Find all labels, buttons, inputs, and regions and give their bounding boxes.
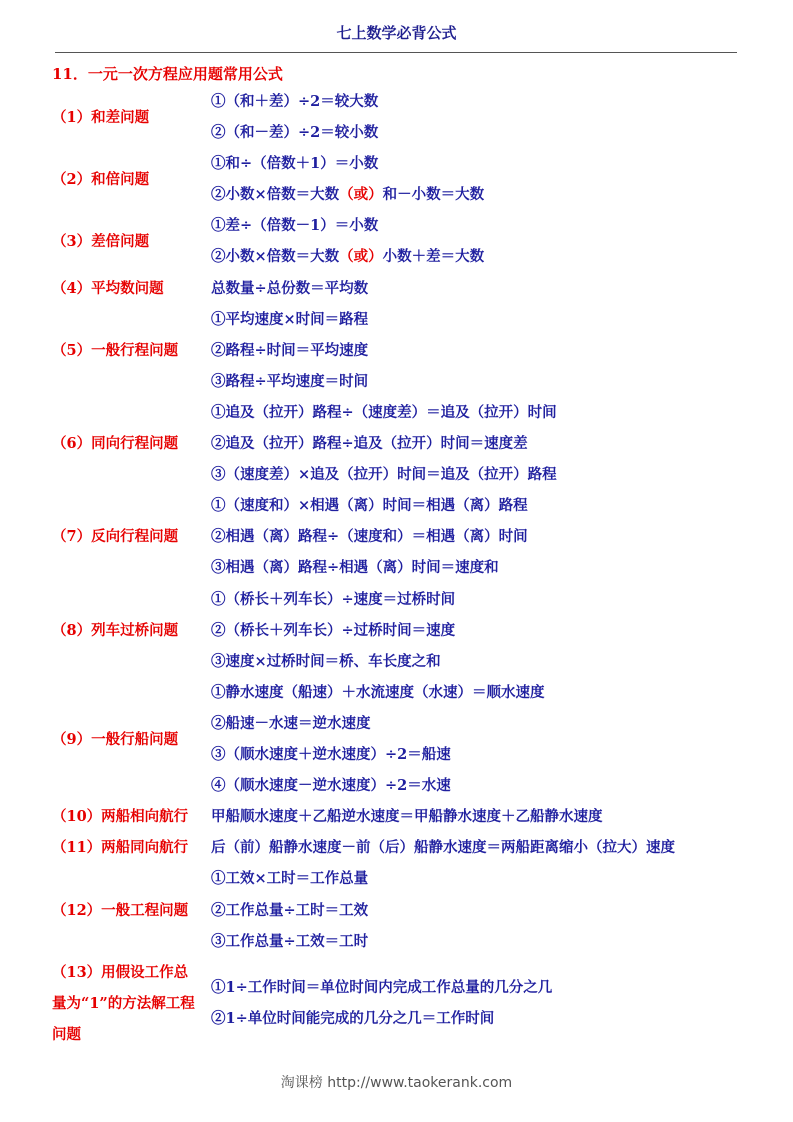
- formula-group: [211, 397, 771, 490]
- formula-row: [0, 148, 793, 210]
- formula-group: [211, 86, 771, 148]
- page-footer-watermark: 淘课榜 http://www.taokerank.com: [280, 1075, 513, 1091]
- formula-line: [211, 428, 771, 459]
- category-label: （4）平均数问题: [52, 279, 164, 297]
- category-label: （1）和差问题: [52, 108, 150, 126]
- formula-row: [0, 677, 793, 801]
- formula-row: [0, 210, 793, 272]
- formula-text: ①静水速度（船速）＋水流速度（水速）＝顺水速度: [211, 683, 545, 701]
- formula-row: [0, 832, 793, 863]
- formula-text: ③（顺水速度＋逆水速度）÷2＝船速: [211, 746, 451, 764]
- formula-text: 小数＋差＝大数: [382, 248, 485, 266]
- formula-line: [211, 117, 771, 148]
- formula-line: [211, 366, 771, 397]
- or-connector: （或）: [339, 186, 383, 204]
- category-label: （7）反向行程问题: [52, 528, 179, 546]
- formula-row: [0, 86, 793, 148]
- formula-group: [211, 801, 771, 832]
- formula-line: [211, 770, 771, 801]
- category-label: （2）和倍问题: [52, 170, 150, 188]
- page-header-title: 七上数学必背公式: [336, 24, 457, 42]
- header-divider: [55, 52, 737, 53]
- formula-line: [211, 646, 771, 677]
- formula-text: ②1÷单位时间能完成的几分之几＝工作时间: [211, 1010, 495, 1028]
- formula-text: ②船速－水速＝逆水速度: [211, 714, 371, 732]
- formula-text: ③速度×过桥时间＝桥、车长度之和: [211, 652, 441, 670]
- formula-group: [211, 584, 771, 677]
- formula-line: [211, 304, 771, 335]
- formula-row: [0, 801, 793, 832]
- formula-row: [0, 957, 793, 1050]
- formula-row: [0, 273, 793, 304]
- formula-line: [211, 895, 771, 926]
- formula-text: ③（速度差）×追及（拉开）时间＝追及（拉开）路程: [211, 466, 557, 484]
- formula-text: 总数量÷总份数＝平均数: [211, 279, 369, 297]
- formula-text: ③相遇（离）路程÷相遇（离）时间＝速度和: [211, 559, 499, 577]
- formula-text: ①和÷（倍数＋1）＝小数: [211, 155, 379, 173]
- formula-text: ①（桥长＋列车长）÷速度＝过桥时间: [211, 590, 456, 608]
- formula-row: [0, 304, 793, 397]
- formula-line: [211, 801, 771, 832]
- formula-text: ②相遇（离）路程÷（速度和）＝相遇（离）时间: [211, 528, 528, 546]
- formula-group: [211, 863, 771, 956]
- formula-text: ①1÷工作时间＝单位时间内完成工作总量的几分之几: [211, 979, 553, 997]
- formula-table: [0, 86, 793, 1050]
- category-label: （10）两船相向航行: [52, 808, 189, 826]
- formula-line: [211, 148, 771, 179]
- formula-line: [211, 521, 771, 552]
- formula-text: ③工作总量÷工效＝工时: [211, 932, 369, 950]
- formula-line: [211, 459, 771, 490]
- formula-group: [211, 677, 771, 801]
- formula-line: [211, 1003, 771, 1034]
- formula-group: [211, 490, 771, 583]
- formula-line: [211, 241, 771, 272]
- formula-group: [211, 304, 771, 397]
- formula-line: [211, 708, 771, 739]
- formula-line: [211, 832, 771, 863]
- formula-line: [211, 739, 771, 770]
- formula-line: [211, 584, 771, 615]
- formula-line: [211, 490, 771, 521]
- formula-line: [211, 86, 771, 117]
- formula-text: ①差÷（倍数－1）＝小数: [211, 217, 379, 235]
- formula-text: ②路程÷时间＝平均速度: [211, 341, 369, 359]
- formula-group: [211, 832, 771, 863]
- formula-text: 甲船顺水速度＋乙船逆水速度＝甲船静水速度＋乙船静水速度: [211, 808, 603, 826]
- category-label: （9）一般行船问题: [52, 730, 179, 748]
- formula-text: ②小数×倍数＝大数: [211, 186, 340, 204]
- formula-text: ①追及（拉开）路程÷（速度差）＝追及（拉开）时间: [211, 403, 557, 421]
- or-connector: （或）: [339, 248, 383, 266]
- category-label: （3）差倍问题: [52, 232, 150, 250]
- category-label: （8）列车过桥问题: [52, 621, 179, 639]
- formula-text: ①平均速度×时间＝路程: [211, 310, 369, 328]
- formula-row: [0, 863, 793, 956]
- formula-row: [0, 397, 793, 490]
- formula-text: ①（和＋差）÷2＝较大数: [211, 93, 379, 110]
- formula-line: [211, 273, 771, 304]
- formula-row: [0, 490, 793, 583]
- formula-line: [211, 179, 771, 210]
- category-label: （6）同向行程问题: [52, 435, 179, 453]
- category-label: （13）用假设工作总量为“1”的方法解工程问题: [52, 963, 195, 1043]
- formula-text: ①（速度和）×相遇（离）时间＝相遇（离）路程: [211, 497, 528, 515]
- formula-line: [211, 335, 771, 366]
- category-label: （11）两船同向航行: [52, 839, 189, 857]
- formula-text: ②（和－差）÷2＝较小数: [211, 124, 379, 142]
- formula-text: ②（桥长＋列车长）÷过桥时间＝速度: [211, 621, 456, 639]
- formula-line: [211, 397, 771, 428]
- section-title: 11．一元一次方程应用题常用公式: [52, 65, 283, 83]
- formula-group: [211, 273, 771, 304]
- formula-text: ②小数×倍数＝大数: [211, 248, 340, 266]
- formula-group: [211, 210, 771, 272]
- formula-text: ③路程÷平均速度＝时间: [211, 372, 369, 390]
- formula-line: [211, 677, 771, 708]
- formula-text: ④（顺水速度－逆水速度）÷2＝水速: [211, 777, 451, 795]
- formula-group: [211, 972, 771, 1034]
- formula-text: 和－小数＝大数: [382, 186, 485, 204]
- category-label: （5）一般行程问题: [52, 341, 179, 359]
- category-label: （12）一般工程问题: [52, 901, 189, 919]
- formula-text: ②工作总量÷工时＝工效: [211, 901, 369, 919]
- formula-line: [211, 210, 771, 241]
- formula-line: [211, 615, 771, 646]
- formula-text: ①工效×工时＝工作总量: [211, 870, 369, 888]
- formula-row: [0, 584, 793, 677]
- formula-text: 后（前）船静水速度－前（后）船静水速度＝两船距离缩小（拉大）速度: [211, 839, 675, 857]
- formula-group: [211, 148, 771, 210]
- formula-text: ②追及（拉开）路程÷追及（拉开）时间＝速度差: [211, 435, 528, 453]
- formula-line: [211, 972, 771, 1003]
- formula-line: [211, 863, 771, 894]
- formula-line: [211, 926, 771, 957]
- formula-line: [211, 552, 771, 583]
